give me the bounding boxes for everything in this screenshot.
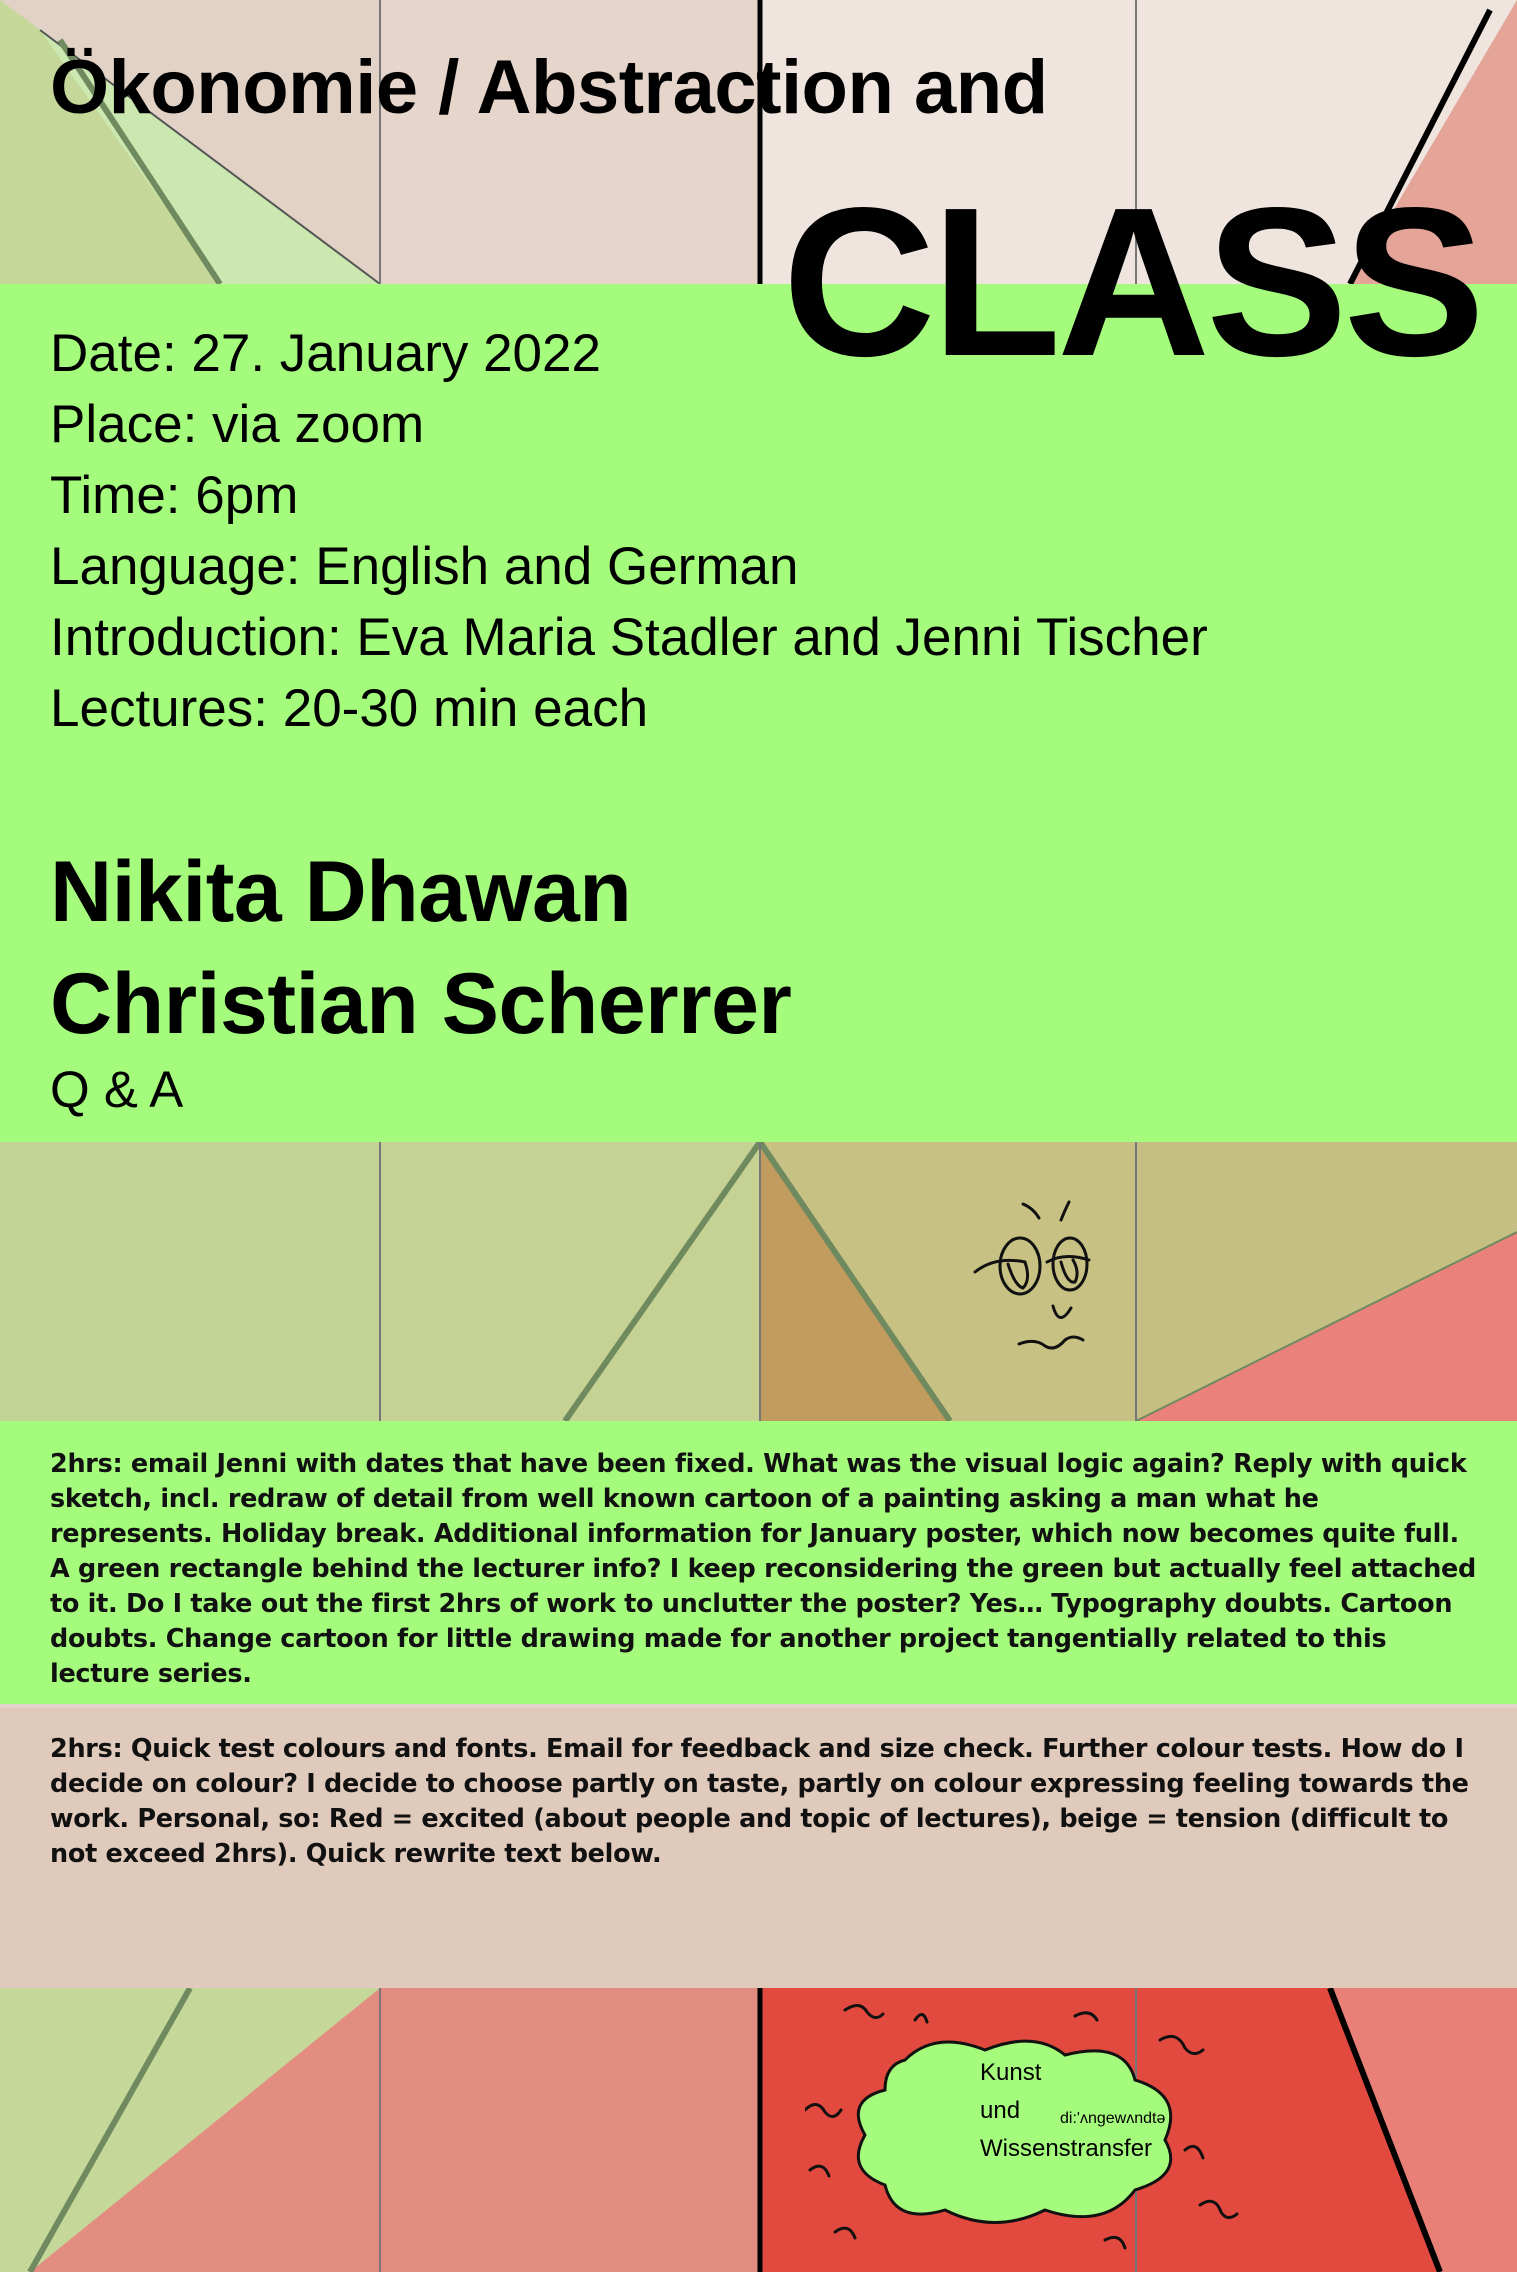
speaker-name: Nikita Dhawan xyxy=(50,844,632,940)
note-text: 2hrs: Quick test colours and fonts. Email for feedback and size check. Further colour tests. How do I decide on colour? I decide to choose partly on taste, partly on colour expressing feeling towards the work. Personal, so: Red = excited (about people and topic of lectures), beige = tension (difficult to not exceed 2hrs). Quick rewrite text below. xyxy=(50,1734,1469,1869)
info-language: Language: English and German xyxy=(50,537,799,596)
title-line-1: Ökonomie / Abstraction and xyxy=(50,45,1048,130)
info-date: Date: 27. January 2022 xyxy=(50,324,601,383)
logo-line: Kunst xyxy=(980,2059,1042,2086)
brand-logo: di:'ʌngewʌndtə xyxy=(1060,2110,1166,2127)
info-lectures: Lectures: 20-30 min each xyxy=(50,679,649,738)
process-note-green xyxy=(0,1421,1517,1704)
info-place: Place: via zoom xyxy=(50,395,425,454)
title-line-2: CLASS xyxy=(782,163,1481,400)
note-text: 2hrs: email Jenni with dates that have been fixed. What was the visual logic again? Reply with quick sketch, incl. redraw of detail from well known cartoon of a painting asking a man what he represents. Holiday break. Additional information for January poster, which now becomes quite full. A green rectangle behind the lecturer info? I keep reconsidering the green but actually feel attached to it. Do I take out the first 2hrs of work to unclutter the poster? Yes… Typography doubts. Cartoon doubts. Change cartoon for little drawing made for another project tangentially related to this lecture series. xyxy=(50,1449,1477,1689)
logo-line: Wissenstransfer xyxy=(980,2135,1153,2162)
speaker-name: Christian Scherrer xyxy=(50,956,792,1052)
qa-label: Q & A xyxy=(50,1061,184,1118)
info-introduction: Introduction: Eva Maria Stadler and Jenni Tischer xyxy=(50,608,1208,667)
info-time: Time: 6pm xyxy=(50,466,299,525)
logo-line: und xyxy=(980,2097,1021,2124)
event-info xyxy=(50,318,1208,744)
process-note-beige xyxy=(0,1708,1517,1988)
speaker-list xyxy=(50,836,791,1060)
face-doodle-icon xyxy=(965,1190,1145,1370)
